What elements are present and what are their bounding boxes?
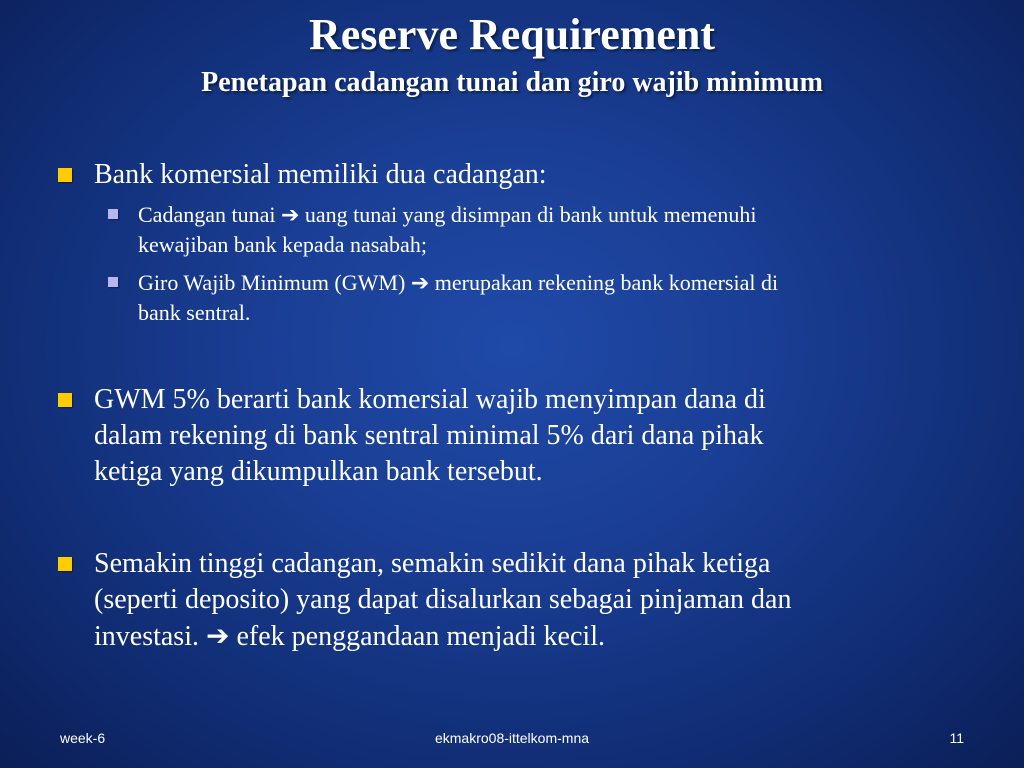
footer-center-text: ekmakro08-ittelkom-mna — [434, 730, 590, 746]
sub-bullet-text: Giro Wajib Minimum (GWM) — [138, 270, 406, 295]
square-bullet-icon — [58, 168, 72, 182]
arrow-right-icon: ➔ — [410, 271, 430, 296]
arrow-right-icon: ➔ — [280, 203, 300, 228]
sub-bullet-item — [138, 268, 958, 327]
square-bullet-icon — [58, 393, 72, 407]
square-bullet-icon — [108, 209, 118, 219]
footer-left-text: week-6 — [60, 730, 106, 746]
page-number: 11 — [949, 730, 964, 746]
bullet-item — [94, 382, 934, 490]
square-bullet-icon — [108, 277, 118, 287]
sub-bullet-text: bank sentral. — [138, 300, 251, 325]
bullet-text: investasi. — [94, 621, 199, 652]
bullet-item — [94, 157, 934, 193]
sub-bullet-text: kewajiban bank kepada nasabah; — [138, 232, 427, 257]
square-bullet-icon — [58, 557, 72, 571]
bullet-text: efek penggandaan menjadi kecil. — [236, 621, 605, 652]
bullet-text: Bank komersial memiliki dua cadangan: — [94, 159, 547, 190]
sub-bullet-text: uang tunai yang disimpan di bank untuk memenuhi — [304, 202, 757, 227]
bullet-text: Semakin tinggi cadangan, semakin sedikit dana pihak ketiga — [94, 548, 771, 579]
arrow-right-icon: ➔ — [206, 619, 230, 652]
bullet-text: (seperti deposito) yang dapat disalurkan sebagai pinjaman dan — [94, 584, 792, 615]
sub-bullet-text: Cadangan tunai — [138, 202, 276, 227]
bullet-text: dalam rekening di bank sentral minimal 5% dari dana pihak — [94, 420, 764, 451]
bullet-text: GWM 5% berarti bank komersial wajib menyimpan dana di — [94, 384, 766, 415]
bullet-item — [94, 546, 934, 655]
bullet-text: ketiga yang dikumpulkan bank tersebut. — [94, 456, 543, 487]
slide-subtitle: Penetapan cadangan tunai dan giro wajib minimum — [201, 67, 823, 98]
sub-bullet-text: merupakan rekening bank komersial di — [434, 270, 779, 295]
sub-bullet-item — [138, 200, 958, 259]
slide-title: Reserve Requirement — [308, 10, 716, 59]
